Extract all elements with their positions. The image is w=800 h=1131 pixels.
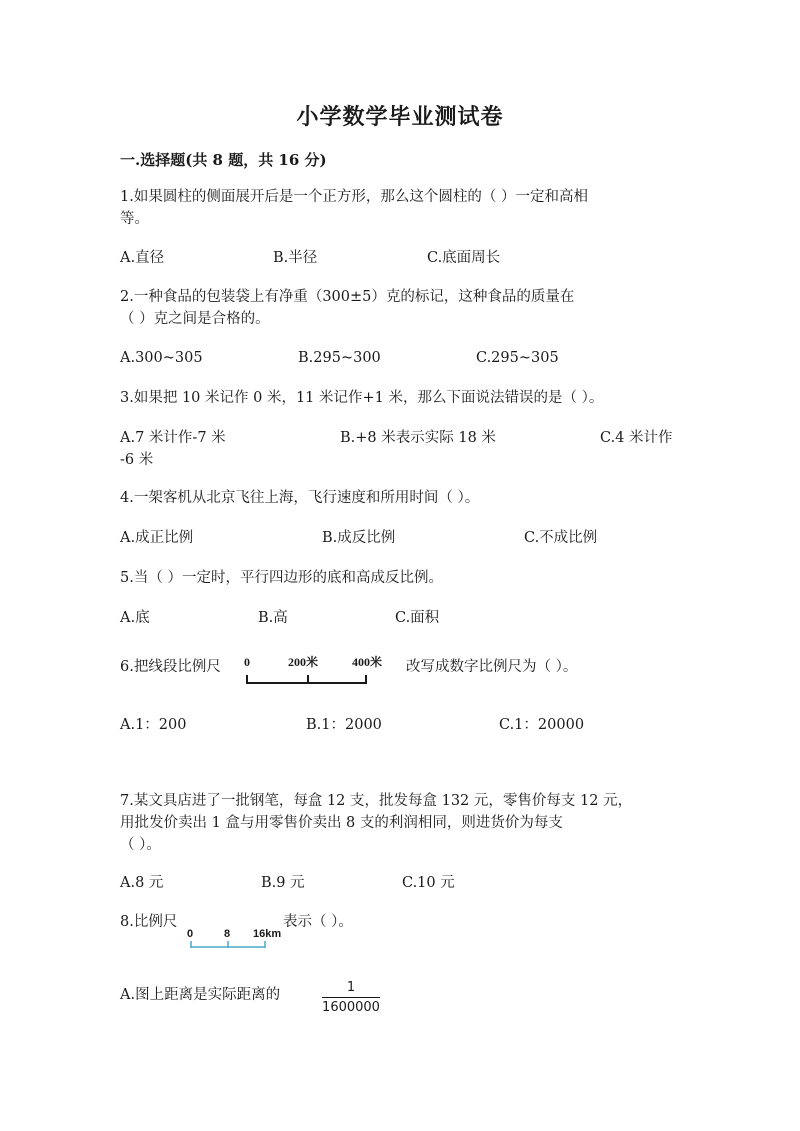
q6-option-c[interactable]: C.1：20000 xyxy=(499,717,585,733)
q7-option-a[interactable]: A.8 元 xyxy=(120,875,164,891)
q6-scale-label-0: 0 xyxy=(244,655,250,669)
q6-option-b[interactable]: B.1：2000 xyxy=(306,717,382,733)
q7-stem-line2: 用批发价卖出 1 盒与用零售价卖出 8 支的利润相同，则进货价为每支 xyxy=(120,815,563,831)
q8-stem-pre: 8.比例尺 xyxy=(120,914,178,930)
q6-scale-label-200: 200米 xyxy=(288,655,319,669)
fraction-bar xyxy=(322,997,380,998)
q7-stem-line3: （ ）。 xyxy=(120,837,161,853)
q6-scale-label-400: 400米 xyxy=(352,655,383,669)
q2-stem-line1: 2.一种食品的包装袋上有净重（300±5）克的标记，这种食品的质量在 xyxy=(120,289,575,305)
q7-option-b[interactable]: B.9 元 xyxy=(261,875,305,891)
q8-scale-label-0: 0 xyxy=(187,928,194,940)
fraction-numerator: 1 xyxy=(346,980,356,995)
q4-stem: 4.一架客机从北京飞往上海，飞行速度和所用时间（ ）。 xyxy=(120,490,480,506)
q8-scale-label-16km: 16km xyxy=(253,928,282,940)
q4-option-c[interactable]: C.不成比例 xyxy=(524,530,598,546)
section-heading: 一.选择题(共 8 题，共 16 分) xyxy=(120,151,327,169)
fraction-denominator: 1600000 xyxy=(322,1000,380,1015)
q3-option-c-cont: -6 米 xyxy=(120,452,154,468)
q4-option-a[interactable]: A.成正比例 xyxy=(120,530,194,546)
q1-stem-line1: 1.如果圆柱的侧面展开后是一个正方形，那么这个圆柱的（ ）一定和高相 xyxy=(120,189,588,205)
q4-option-b[interactable]: B.成反比例 xyxy=(322,530,396,546)
q8-line-scale xyxy=(183,923,283,953)
q2-option-b[interactable]: B.295~300 xyxy=(298,350,381,366)
q8-option-a-fraction xyxy=(322,980,380,1016)
q7-option-c[interactable]: C.10 元 xyxy=(402,875,455,891)
q1-stem-line2: 等。 xyxy=(120,211,149,227)
q2-stem-line2: （ ）克之间是合格的。 xyxy=(120,311,270,327)
q6-option-a[interactable]: A.1：200 xyxy=(120,717,187,733)
q5-option-a[interactable]: A.底 xyxy=(120,610,150,626)
q8-option-a[interactable]: A.图上距离是实际距离的 xyxy=(120,987,281,1003)
q5-option-c[interactable]: C.面积 xyxy=(395,610,440,626)
q2-option-c[interactable]: C.295~305 xyxy=(476,350,559,366)
q8-scale-label-8: 8 xyxy=(224,928,231,940)
q6-stem-post: 改写成数字比例尺为（ ）。 xyxy=(406,659,578,675)
q5-option-b[interactable]: B.高 xyxy=(258,610,288,626)
q3-option-b[interactable]: B.+8 米表示实际 18 米 xyxy=(340,430,496,446)
q7-stem-line1: 7.某文具店进了一批钢笔，每盒 12 支，批发每盒 132 元，零售价每支 12 元， xyxy=(120,793,633,809)
q5-stem: 5.当（ ）一定时，平行四边形的底和高成反比例。 xyxy=(120,570,443,586)
q3-stem: 3.如果把 10 米记作 0 米，11 米记作+1 米，那么下面说法错误的是（ ）。 xyxy=(120,390,604,406)
q3-option-a[interactable]: A.7 米计作-7 米 xyxy=(120,430,226,446)
q1-option-a[interactable]: A.直径 xyxy=(120,250,165,266)
q1-option-b[interactable]: B.半径 xyxy=(273,250,318,266)
q6-stem-pre: 6.把线段比例尺 xyxy=(120,659,221,675)
q2-option-a[interactable]: A.300~305 xyxy=(120,350,203,366)
q6-line-scale xyxy=(238,652,383,688)
q1-option-c[interactable]: C.底面周长 xyxy=(427,250,501,266)
q3-option-c[interactable]: C.4 米计作 xyxy=(600,430,673,446)
q8-stem-post: 表示（ ）。 xyxy=(283,914,353,930)
page-title: 小学数学毕业测试卷 xyxy=(296,104,504,130)
